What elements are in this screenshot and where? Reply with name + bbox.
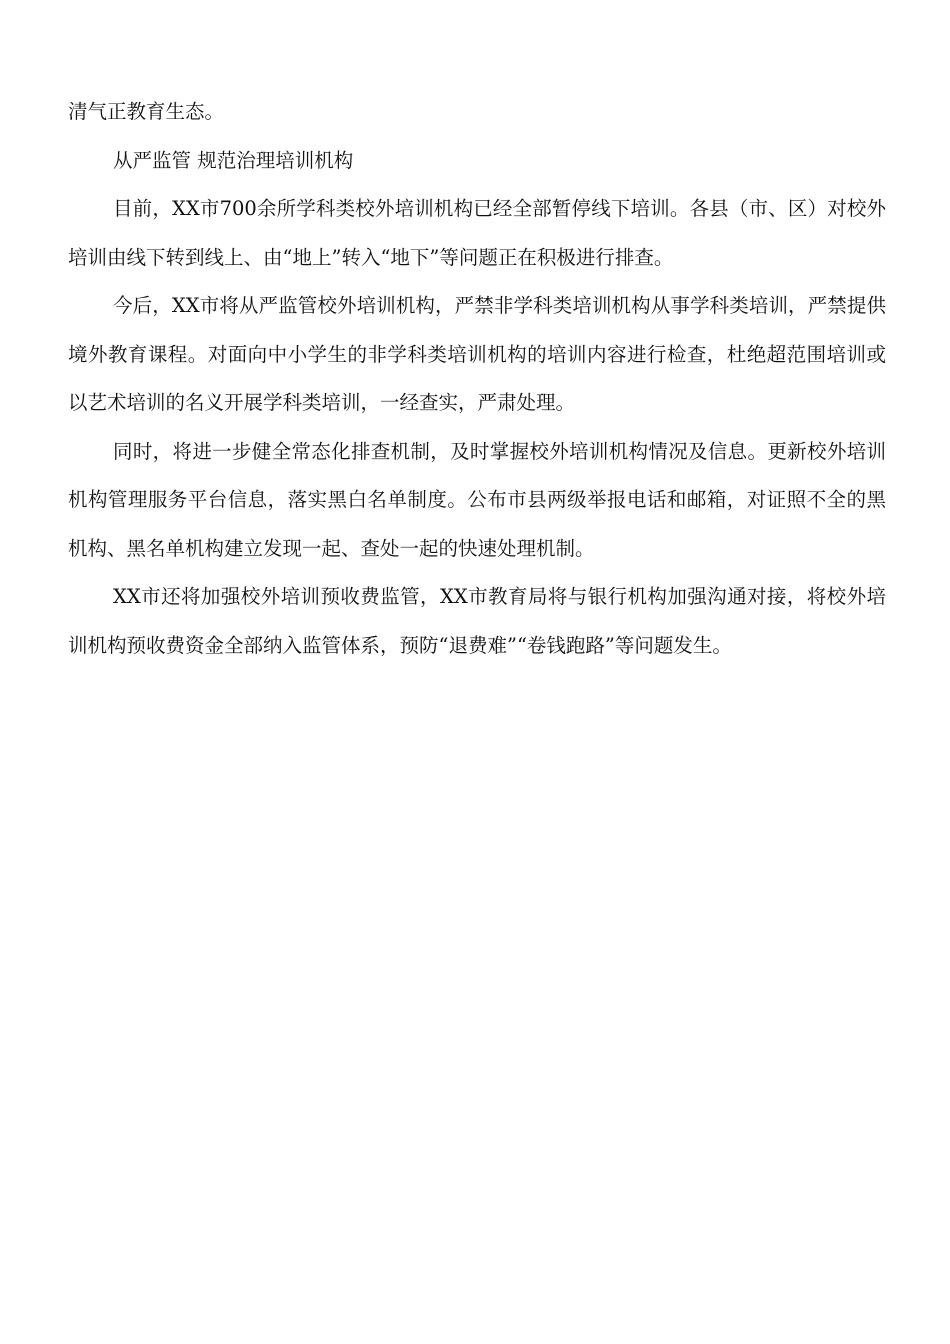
paragraph: XX市还将加强校外培训预收费监管，XX市教育局将与银行机构加强沟通对接，将校外培训机构预收费资金全部纳入监管体系，预防“退费难”“卷钱跑路”等问题发生。	[68, 585, 886, 657]
paragraph: 同时，将进一步健全常态化排查机制，及时掌握校外培训机构情况及信息。更新校外培训机构管理服务平台信息，落实黑白名单制度。公布市县两级举报电话和邮箱，对证照不全的黑机构、黑名单机构建立发现一起、查处一起的快速处理机制。	[68, 439, 886, 560]
section-heading: 从严监管 规范治理培训机构	[113, 148, 354, 172]
document-body	[68, 88, 886, 670]
paragraph-continuation: 清气正教育生态。	[68, 100, 225, 123]
paragraph: 今后，XX市将从严监管校外培训机构，严禁非学科类培训机构从事学科类培训，严禁提供境外教育课程。对面向中小学生的非学科类培训机构的培训内容进行检查，杜绝超范围培训或以艺术培训的名义开展学科类培训，一经查实，严肃处理。	[68, 294, 886, 414]
paragraph: 目前，XX市700余所学科类校外培训机构已经全部暂停线下培训。各县（市、区）对校外培训由线下转到线上、由“地上”转入“地下”等问题正在积极进行排查。	[68, 197, 886, 269]
